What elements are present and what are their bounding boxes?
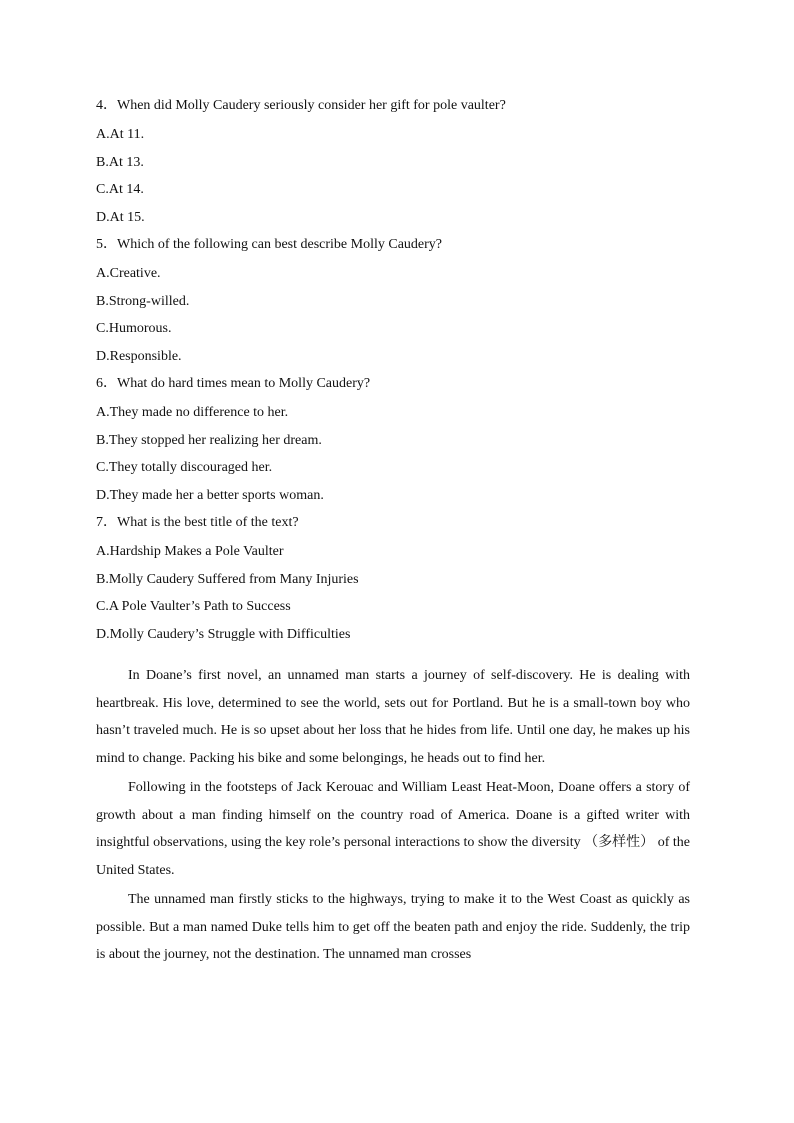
- option-d: D.Molly Caudery’s Struggle with Difficulties: [96, 626, 351, 642]
- passage-paragraph-2: Following in the footsteps of Jack Kerouac and William Least Heat-Moon, Doane offers a story of growth about a man finding himself on the country road of America. Doane is a gifted writer with insightful observations, using the key role’s personal interactions to show the diversity （多样性） of the United States.: [96, 780, 690, 878]
- question-stem: 5．Which of the following can best describe Molly Caudery?: [96, 237, 443, 252]
- option-a: A.They made no difference to her.: [96, 405, 289, 420]
- question-stem: 7．What is the best title of the text?: [96, 515, 299, 530]
- option-b: B.Strong-willed.: [96, 293, 190, 309]
- option-d: D.They made her a better sports woman.: [96, 487, 324, 503]
- option-c: C.At 14.: [96, 182, 144, 197]
- passage-paragraph-3: The unnamed man firstly sticks to the highways, trying to make it to the West Coast as quickly as possible. But a man named Duke tells him to get off the beaten path and enjoy the ride. Suddenly, the trip is about the journey, not the destination. The unnamed man crosses: [96, 892, 690, 962]
- question-7: [96, 513, 706, 645]
- option-b: B.Molly Caudery Suffered from Many Injuries: [96, 571, 359, 587]
- option-a: A.Creative.: [96, 266, 161, 281]
- question-list: [96, 96, 706, 652]
- reading-passage: [96, 662, 690, 971]
- option-a: A.Hardship Makes a Pole Vaulter: [96, 544, 284, 559]
- option-d: D.Responsible.: [96, 348, 182, 364]
- option-b: B.At 13.: [96, 154, 144, 170]
- option-c: C.They totally discouraged her.: [96, 460, 273, 475]
- question-stem: 4．When did Molly Caudery seriously consider her gift for pole vaulter?: [96, 98, 506, 113]
- option-d: D.At 15.: [96, 209, 145, 225]
- question-4: [96, 96, 706, 228]
- passage-paragraph-1: In Doane’s first novel, an unnamed man starts a journey of self-discovery. He is dealing with heartbreak. His love, determined to see the world, sets out for Portland. But he is a small-town boy who hasn’t traveled much. He is so upset about her loss that he hides from life. Until one day, he makes up his mind to change. Packing his bike and some belongings, he heads out to find her.: [96, 668, 690, 766]
- option-b: B.They stopped her realizing her dream.: [96, 432, 322, 448]
- option-c: C.A Pole Vaulter’s Path to Success: [96, 599, 291, 614]
- question-5: [96, 235, 706, 367]
- question-6: [96, 374, 706, 506]
- option-a: A.At 11.: [96, 127, 145, 142]
- option-c: C.Humorous.: [96, 321, 172, 336]
- question-stem: 6．What do hard times mean to Molly Caudery?: [96, 376, 371, 391]
